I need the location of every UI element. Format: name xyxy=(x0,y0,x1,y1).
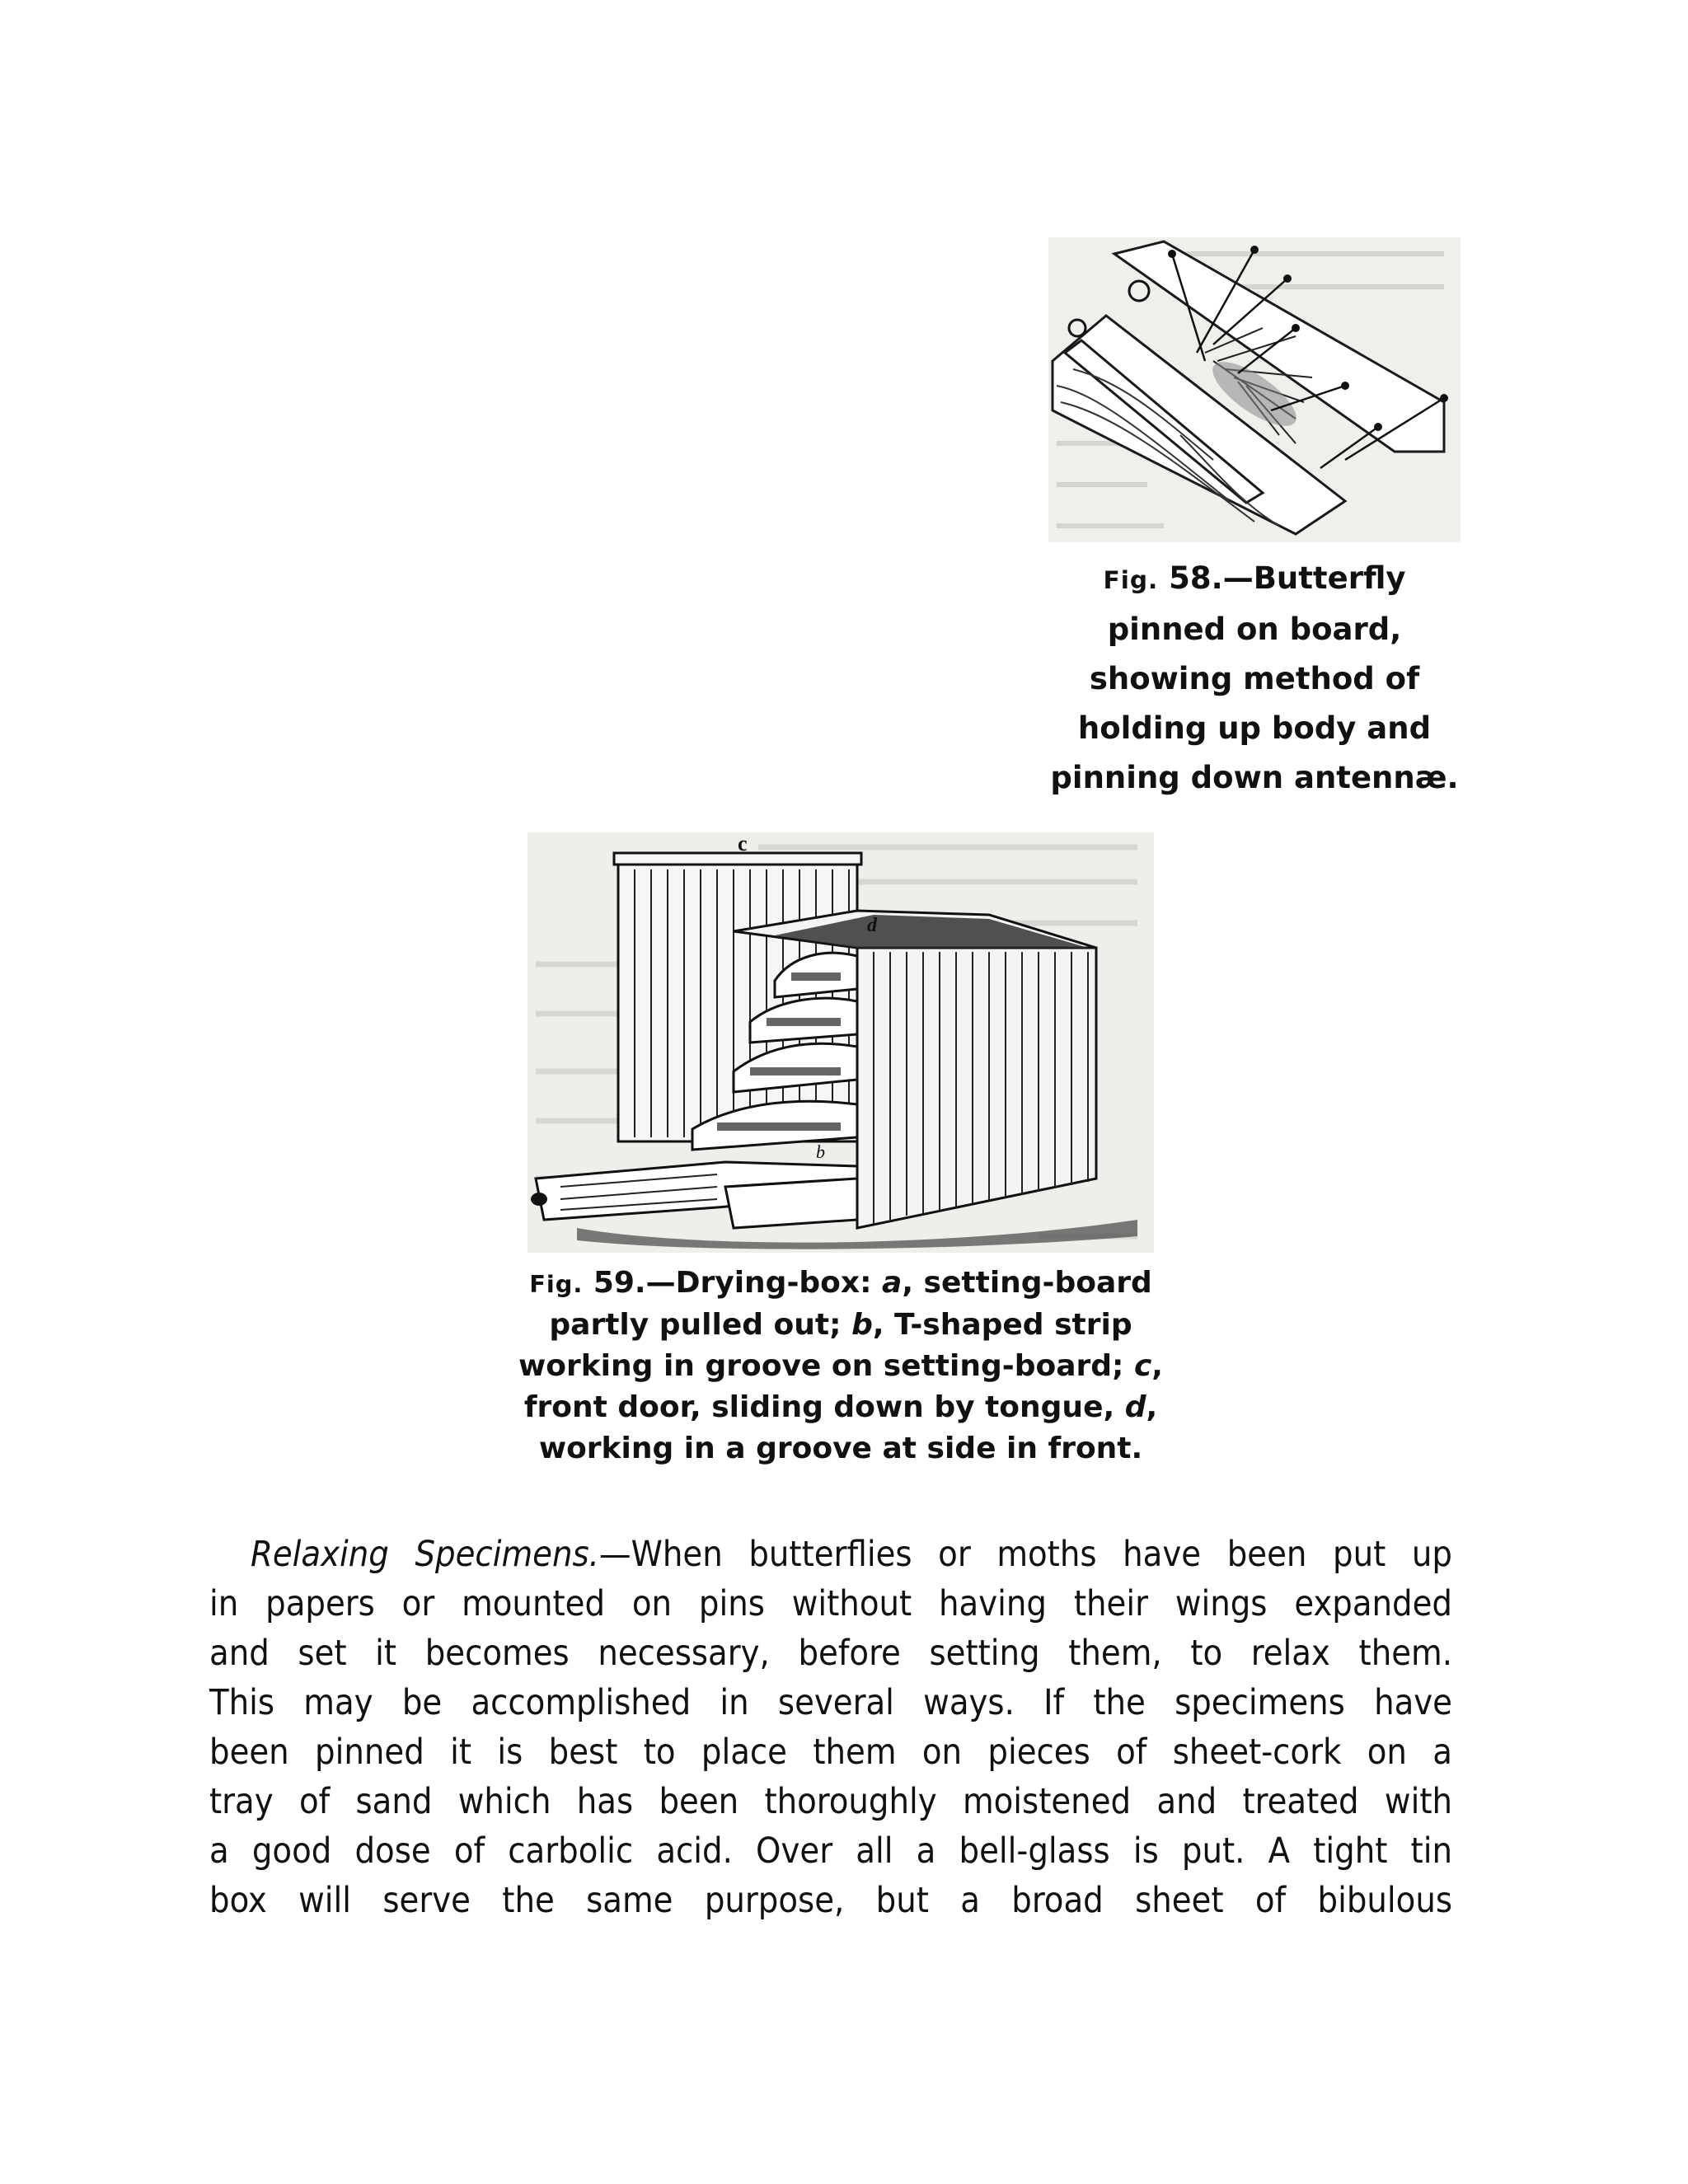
figure-59-caption-text-a: , setting-board partly pulled out; xyxy=(549,1266,1152,1342)
paragraph-line: in papers or mounted on pins without having their wings expanded xyxy=(209,1583,1452,1624)
figure-58-caption xyxy=(1040,554,1469,803)
figure-59-caption-prefix: Fig. xyxy=(529,1270,584,1298)
paragraph-line: a good dose of carbolic acid. Over all a bell-glass is put. A tight tin xyxy=(209,1830,1452,1872)
paragraph-heading: Relaxing Specimens. xyxy=(251,1534,599,1575)
figure-59-caption-label-a: a xyxy=(882,1266,903,1300)
figure-59-caption-text-d: , working in a groove at side in front. xyxy=(538,1390,1158,1465)
paragraph-line: box will serve the same purpose, but a broad sheet of bibulous xyxy=(209,1880,1452,1921)
figure-59-caption-lead: 59.—Drying-box: xyxy=(583,1266,883,1300)
figure-59-caption xyxy=(511,1263,1170,1469)
paragraph-line xyxy=(209,1530,1452,1579)
figure-58-caption-text: 58.—Butterfly pinned on board, showing method of holding up body and pinning down antennæ. xyxy=(1050,560,1459,795)
figure-59-caption-label-b: b xyxy=(851,1308,873,1342)
figure-59-caption-label-c: c xyxy=(1133,1349,1152,1383)
figure-59-label-d: d xyxy=(867,915,877,936)
figure-59-illustration xyxy=(528,832,1154,1253)
figure-59-caption-text-b: , T-shaped strip working in groove on setting-board; xyxy=(518,1308,1134,1383)
body-paragraph xyxy=(209,1530,1452,1925)
figure-59-caption-text-c: , front door, sliding down by tongue, xyxy=(523,1349,1163,1424)
paragraph-line: This may be accomplished in several ways. If the specimens have xyxy=(209,1682,1452,1723)
paragraph-line: tray of sand which has been thoroughly moistened and treated with xyxy=(209,1781,1452,1822)
paragraph-line: been pinned it is best to place them on pieces of sheet-cork on a xyxy=(209,1732,1452,1773)
paragraph-line-text: —When butterflies or moths have been put up xyxy=(598,1534,1452,1575)
figure-59-label-b: b xyxy=(816,1141,825,1162)
figure-58-caption-prefix: Fig. xyxy=(1103,566,1159,594)
paragraph-line: and set it becomes necessary, before setting them, to relax them. xyxy=(209,1633,1452,1674)
figure-59-caption-label-d: d xyxy=(1124,1390,1146,1424)
figure-58-illustration xyxy=(1048,237,1461,542)
figure-59-label-c: c xyxy=(738,832,748,855)
